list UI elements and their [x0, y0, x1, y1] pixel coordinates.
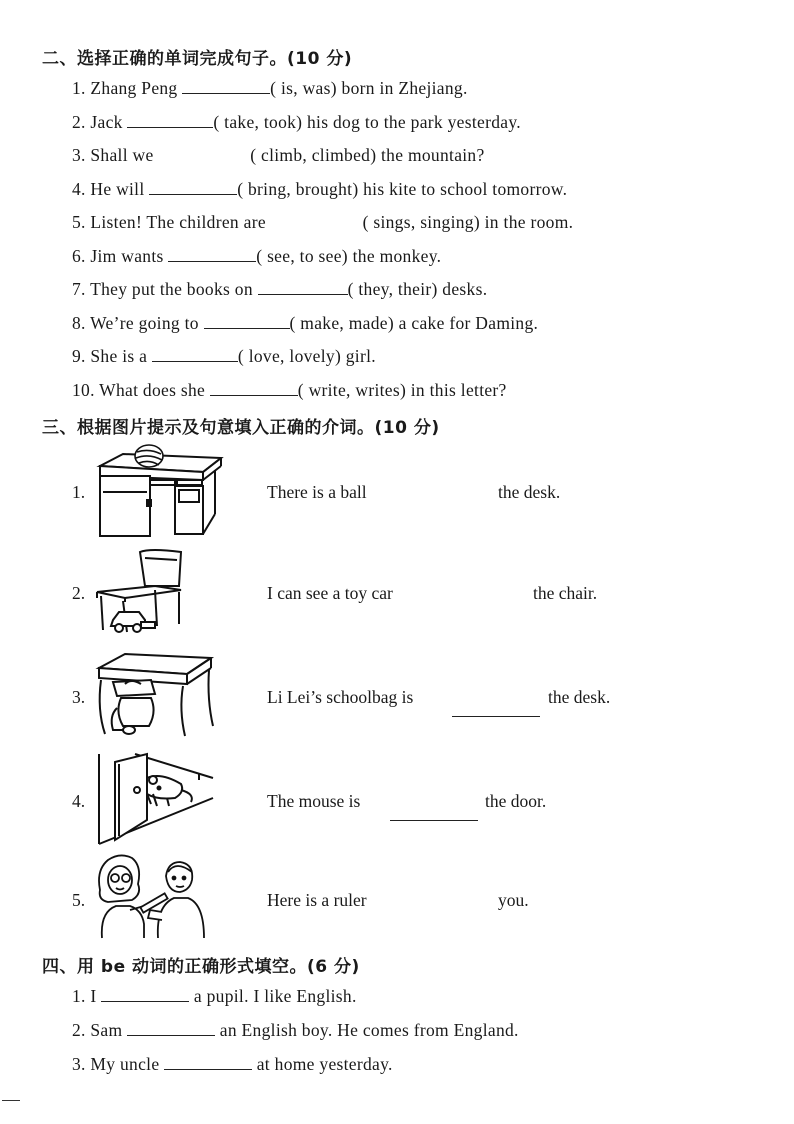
s2-item-5-options: ( sings, singing) — [362, 212, 480, 232]
answer-blank[interactable] — [127, 1020, 215, 1036]
answer-blank[interactable] — [158, 145, 250, 161]
s3-item-1-number: 1. — [72, 482, 86, 502]
answer-blank[interactable] — [210, 380, 298, 396]
s2-item-7-options: ( they, their) — [347, 279, 438, 299]
s2-item-6-options: ( see, to see) — [256, 246, 348, 266]
answer-blank[interactable] — [410, 496, 488, 512]
answer-blank[interactable] — [127, 112, 213, 128]
s4-item-3 — [72, 1054, 393, 1075]
s3-item-1-text: There is a ball — [267, 482, 367, 502]
answer-blank[interactable] — [149, 179, 237, 195]
s2-item-4 — [72, 179, 567, 200]
answer-blank[interactable] — [168, 246, 256, 262]
s4-item-1-rest: a pupil. I like English. — [189, 986, 357, 1006]
s2-item-8 — [72, 313, 538, 334]
answer-blank[interactable] — [440, 597, 526, 613]
s2-item-3-text: 3. Shall we — [72, 145, 159, 165]
s2-item-2-text: 2. Jack — [72, 112, 128, 132]
s2-item-9-options: ( love, lovely) — [237, 346, 342, 366]
s2-item-3 — [72, 145, 485, 166]
s3-item-4-rest: the door. — [485, 791, 547, 811]
s2-item-2 — [72, 112, 521, 133]
s2-item-5-text: 5. Listen! The children are — [72, 212, 271, 232]
s2-item-9-rest: girl. — [341, 346, 376, 366]
s3-item-5-number: 5. — [72, 890, 86, 910]
s2-item-8-options: ( make, made) — [289, 313, 394, 333]
s3-item-2-number: 2. — [72, 583, 86, 603]
s2-item-7-text: 7. They put the books on — [72, 279, 258, 299]
s3-item-5-rest: you. — [498, 890, 529, 910]
s3-item-2-rest: the chair. — [533, 583, 598, 603]
s2-item-3-rest: the mountain? — [376, 145, 485, 165]
s4-item-3-text: 3. My uncle — [72, 1054, 165, 1074]
s2-item-1 — [72, 78, 468, 99]
answer-blank[interactable] — [271, 212, 363, 228]
s2-item-5 — [72, 212, 573, 233]
s4-item-2 — [72, 1020, 519, 1041]
s2-item-2-rest: his dog to the park yesterday. — [302, 112, 521, 132]
answer-blank[interactable] — [258, 279, 348, 295]
s3-item-3-text: Li Lei’s schoolbag is — [267, 687, 414, 707]
s2-item-1-options: ( is, was) — [270, 78, 337, 98]
s2-item-4-text: 4. He will — [72, 179, 150, 199]
s2-item-6-rest: the monkey. — [347, 246, 442, 266]
s2-item-6 — [72, 246, 441, 267]
s3-item-5-text: Here is a ruler — [267, 890, 367, 910]
s2-item-7-rest: desks. — [437, 279, 488, 299]
car-under-chair-icon — [95, 546, 190, 636]
answer-blank[interactable] — [204, 313, 290, 329]
bag-in-desk-icon — [95, 650, 215, 740]
s3-item-3-number: 3. — [72, 687, 86, 707]
answer-blank[interactable] — [164, 1054, 252, 1070]
s2-item-4-options: ( bring, brought) — [237, 179, 359, 199]
s4-item-3-rest: at home yesterday. — [252, 1054, 393, 1074]
mouse-behind-door-icon — [95, 750, 215, 845]
s3-item-2-text: I can see a toy car — [267, 583, 393, 603]
s3-item-1-rest: the desk. — [498, 482, 561, 502]
s4-item-2-rest: an English boy. He comes from England. — [215, 1020, 519, 1040]
s2-item-10-options: ( write, writes) — [297, 380, 407, 400]
s3-item-4-text: The mouse is — [267, 791, 361, 811]
ball-on-desk-icon — [95, 444, 225, 539]
page-edge-mark — [2, 1100, 20, 1101]
answer-blank[interactable] — [152, 346, 238, 362]
girl-gives-ruler-icon — [96, 850, 208, 940]
s4-item-2-text: 2. Sam — [72, 1020, 128, 1040]
s2-item-5-rest: in the room. — [479, 212, 574, 232]
s4-item-1 — [72, 986, 357, 1007]
answer-blank[interactable] — [101, 986, 189, 1002]
answer-blank[interactable] — [452, 701, 540, 717]
s2-item-8-text: 8. We’re going to — [72, 313, 204, 333]
s2-item-3-options: ( climb, climbed) — [250, 145, 377, 165]
s2-item-9-text: 9. She is a — [72, 346, 152, 366]
answer-blank[interactable] — [390, 805, 478, 821]
s2-item-8-rest: a cake for Daming. — [393, 313, 539, 333]
s2-item-1-rest: born in Zhejiang. — [336, 78, 468, 98]
answer-blank[interactable] — [410, 904, 490, 920]
s2-item-1-text: 1. Zhang Peng — [72, 78, 183, 98]
s3-item-3-rest: the desk. — [548, 687, 611, 707]
section-3-title: 三、根据图片提示及句意填入正确的介词。(10 分) — [42, 418, 440, 438]
s2-item-2-options: ( take, took) — [213, 112, 303, 132]
s2-item-6-text: 6. Jim wants — [72, 246, 169, 266]
s2-item-4-rest: his kite to school tomorrow. — [358, 179, 568, 199]
s2-item-10 — [72, 380, 507, 401]
section-2-title: 二、选择正确的单词完成句子。(10 分) — [42, 49, 353, 69]
section-4-title: 四、用 be 动词的正确形式填空。(6 分) — [42, 957, 360, 977]
s2-item-9 — [72, 346, 376, 367]
s2-item-10-rest: in this letter? — [406, 380, 507, 400]
s2-item-7 — [72, 279, 487, 300]
s2-item-10-text: 10. What does she — [72, 380, 210, 400]
s4-item-1-text: 1. I — [72, 986, 102, 1006]
s3-item-4-number: 4. — [72, 791, 86, 811]
answer-blank[interactable] — [182, 78, 270, 94]
